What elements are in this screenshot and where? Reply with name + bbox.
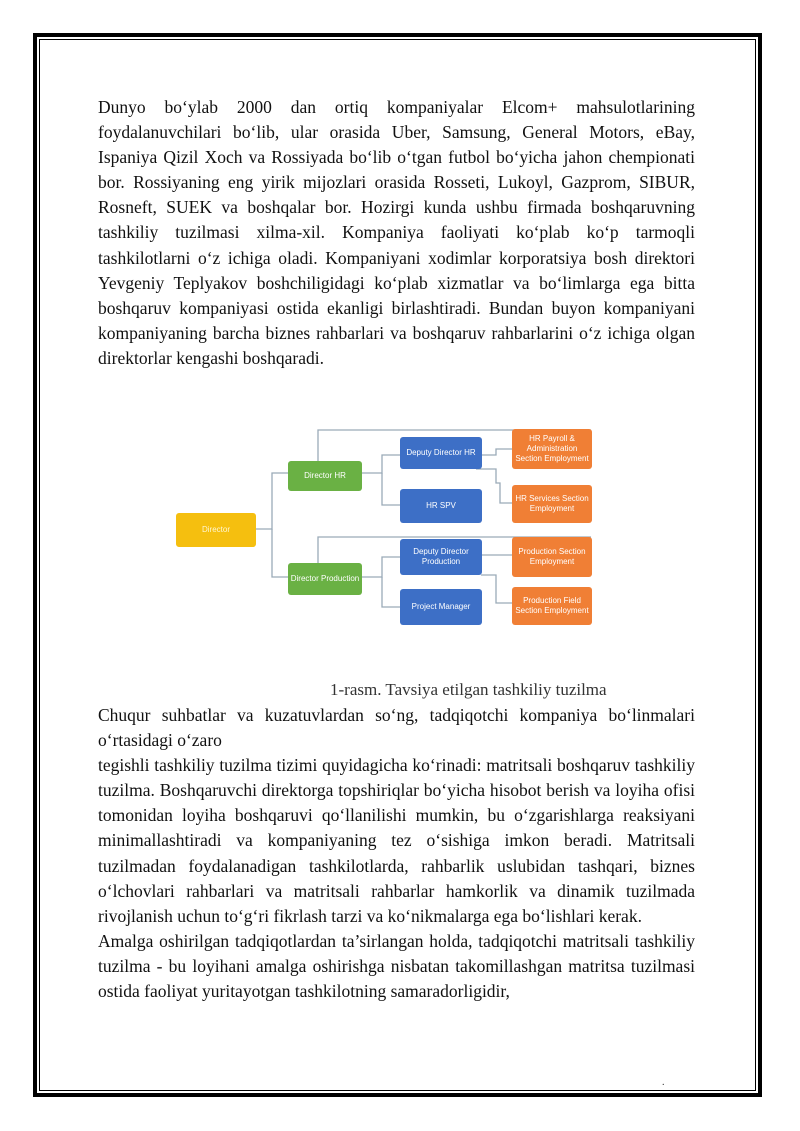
- connector-prod-pm: [382, 577, 400, 607]
- org-chart-figure: [176, 425, 596, 635]
- node-production-field-section: Production Field Section Employment: [512, 587, 592, 625]
- node-hr-spv: HR SPV: [400, 489, 482, 523]
- connector-root-hr: [256, 473, 288, 529]
- connector-root-production: [272, 529, 288, 577]
- paragraph-text: Dunyo bo‘ylab 2000 dan ortiq kompaniyalar Elcom+ mahsulotlarining foydalanuvchilari bo‘lib, ular orasida Uber, Samsung, General Motors, eBay, Ispaniya Qizil Xoch va Rossiyada bo‘lib o‘tgan futbol bo‘yicha jahon chempionati bor. Rossiyaning eng yirik mijozlari orasida Rosseti, Lukoyl, Gazprom, SIBUR, Rosneft, SUEK va boshqalar bor. Hozirgi kunda ushbu firmada boshqaruvning tashkiliy tuzilmasi xilma-xil. Kompaniya faoliyati ko‘plab ko‘p tarmoqli tashkilotlarni o‘z ichiga oladi. Kompaniyani xodimlar korporatsiya bosh direktori Yevgeniy Teplyakov boshchiligidagi ko‘plab xizmatlar va bo‘limlarga ega bitta boshqaruv kompaniyasi ostida ekanligi birlashtiradi. Bundan buyon kompaniyani kompaniyaning barcha biznes rahbarlari va boshqaruv rahbarlarini o‘z ichiga olgan direktorlar kengashi boshqaradi.: [98, 97, 695, 368]
- paragraph-text: tegishli tashkiliy tuzilma tizimi quyidagicha ko‘rinadi: matritsali boshqaruv tashkiliy tuzilma. Boshqaruvchi direktorga topshiriqlar bo‘yicha hisobot berish va loyiha ofisi tomonidan loyiha boshqaruvi qo‘llanilishi mumkin, bu o‘zgarishlarga reaksiyani minimallashtiradi va kompaniyaning tez o‘sishiga imkon beradi. Matritsali tuzilmadan foydalanadigan tashkilotlarda, rahbarlik uslubidan tashqari, biznes o‘lchovlari rahbarlari va matritsali rahbarlar hamkorlik va dinamik tuzilmada rivojlanish uchun to‘g‘ri fikrlash tarzi va ko‘nikmalarga ega bo‘lishlari kerak.: [98, 755, 695, 926]
- paragraph-text: Amalga oshirilgan tadqiqotlardan ta’sirlangan holda, tadqiqotchi matritsali tashkiliy tuzilma - bu loyihani amalga oshirishga nisbatan takomillashgan matritsa tuzilmasi ostida faoliyat yuritayotgan tashkilotning samaradorligidir,: [98, 930, 695, 1002]
- node-director-production: Director Production: [288, 563, 362, 595]
- node-hr-services-section: HR Services Section Employment: [512, 485, 592, 523]
- paragraph-text: Chuqur suhbatlar va kuzatuvlardan so‘ng, tadqiqotchi kompaniya bo‘linmalari o‘rtasidagi o‘zaro: [98, 705, 695, 751]
- connector-prod-deputy: [362, 557, 400, 577]
- node-production-section: Production Section Employment: [512, 537, 592, 577]
- node-director: Director: [176, 513, 256, 547]
- figure-caption: 1-rasm. Tavsiya etilgan tashkiliy tuzilma: [330, 680, 607, 699]
- page-mark: .: [662, 1077, 665, 1088]
- node-director-hr: Director HR: [288, 461, 362, 491]
- node-deputy-director-production: Deputy Director Production: [400, 539, 482, 575]
- connector-deputy-payroll: [481, 449, 512, 455]
- connector-deputy-field: [481, 575, 512, 603]
- connector-hr-deputy: [362, 455, 400, 473]
- node-deputy-director-hr: Deputy Director HR: [400, 437, 482, 469]
- node-hr-payroll-section: HR Payroll & Administration Section Employment: [512, 429, 592, 469]
- paragraph-intro: [98, 95, 695, 371]
- node-project-manager: Project Manager: [400, 589, 482, 625]
- connector-hr-spv: [382, 473, 400, 505]
- paragraph-body: [98, 703, 695, 1004]
